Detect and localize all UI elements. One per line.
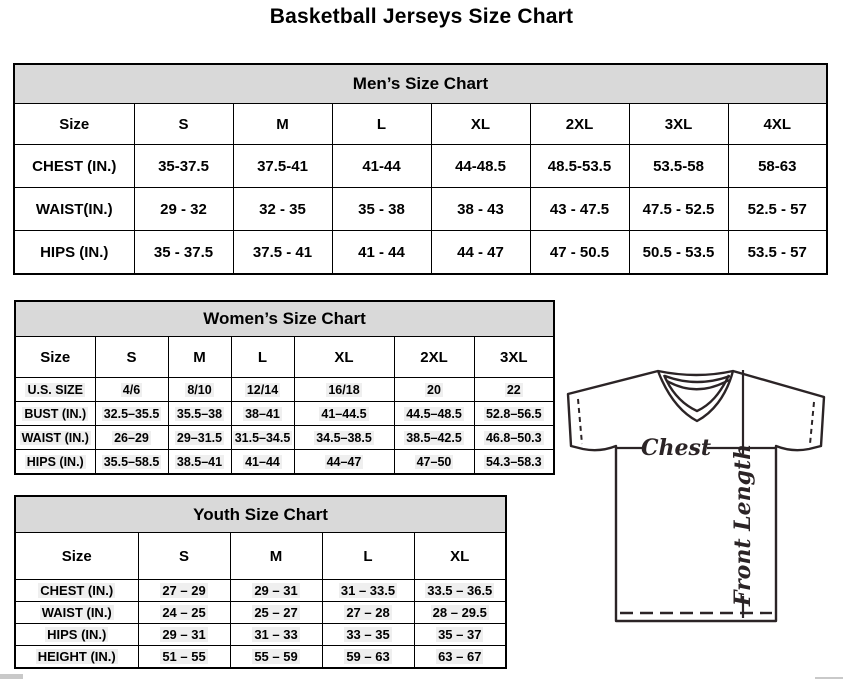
front-length-label: Front Length — [730, 443, 756, 607]
table-cell: 48.5-53.5 — [530, 145, 629, 188]
youth-col-header: M — [230, 533, 322, 580]
mens-col-header: 4XL — [728, 104, 827, 145]
table-cell: 8/10 — [168, 378, 231, 402]
table-cell: 51 – 55 — [138, 646, 230, 669]
table-cell: 47–50 — [394, 450, 474, 475]
table-cell: 43 - 47.5 — [530, 188, 629, 231]
table-cell: 38 - 43 — [431, 188, 530, 231]
table-cell: 26–29 — [95, 426, 168, 450]
youth-row-label: WAIST (IN.) — [15, 602, 138, 624]
table-row — [15, 426, 554, 450]
table-cell: 29–31.5 — [168, 426, 231, 450]
table-cell: 29 – 31 — [230, 580, 322, 602]
youth-row-label: HEIGHT (IN.) — [15, 646, 138, 669]
table-cell: 29 - 32 — [134, 188, 233, 231]
table-cell: 54.3–58.3 — [474, 450, 554, 475]
youth-size-table — [14, 495, 507, 669]
mens-col-header: 2XL — [530, 104, 629, 145]
womens-col-header: M — [168, 337, 231, 378]
womens-col-header: 3XL — [474, 337, 554, 378]
youth-col-header: L — [322, 533, 414, 580]
table-cell: 38.5–42.5 — [394, 426, 474, 450]
table-cell: 25 – 27 — [230, 602, 322, 624]
womens-col-header: L — [231, 337, 294, 378]
table-row — [15, 402, 554, 426]
mens-col-header: Size — [14, 104, 134, 145]
table-cell: 41-44 — [332, 145, 431, 188]
table-row — [15, 580, 506, 602]
table-cell: 29 – 31 — [138, 624, 230, 646]
womens-col-header: S — [95, 337, 168, 378]
table-cell: 35 – 37 — [414, 624, 506, 646]
mens-table-title: Men’s Size Chart — [14, 64, 827, 104]
table-cell: 44–47 — [294, 450, 394, 475]
youth-row-label: HIPS (IN.) — [15, 624, 138, 646]
bottom-left-fragment — [0, 674, 23, 679]
table-cell: 28 – 29.5 — [414, 602, 506, 624]
table-cell: 55 – 59 — [230, 646, 322, 669]
table-cell: 47 - 50.5 — [530, 231, 629, 275]
table-cell: 38–41 — [231, 402, 294, 426]
womens-table-title: Women’s Size Chart — [15, 301, 554, 337]
womens-col-header: 2XL — [394, 337, 474, 378]
left-cuff-dash — [578, 399, 582, 444]
chest-label: Chest — [640, 435, 712, 461]
youth-col-header: XL — [414, 533, 506, 580]
womens-row-label: BUST (IN.) — [15, 402, 95, 426]
mens-row-label: CHEST (IN.) — [14, 145, 134, 188]
table-cell: 47.5 - 52.5 — [629, 188, 728, 231]
table-cell: 41 - 44 — [332, 231, 431, 275]
table-cell: 44 - 47 — [431, 231, 530, 275]
mens-col-header: M — [233, 104, 332, 145]
table-cell: 31 – 33.5 — [322, 580, 414, 602]
table-row — [15, 450, 554, 475]
table-cell: 53.5 - 57 — [728, 231, 827, 275]
table-cell: 41–44.5 — [294, 402, 394, 426]
youth-col-header: S — [138, 533, 230, 580]
table-cell: 12/14 — [231, 378, 294, 402]
table-cell: 22 — [474, 378, 554, 402]
table-cell: 27 – 29 — [138, 580, 230, 602]
table-cell: 35.5–38 — [168, 402, 231, 426]
page-title: Basketball Jerseys Size Chart — [269, 5, 574, 28]
table-cell: 44.5–48.5 — [394, 402, 474, 426]
womens-row-label: WAIST (IN.) — [15, 426, 95, 450]
table-cell: 32 - 35 — [233, 188, 332, 231]
youth-table-title: Youth Size Chart — [15, 496, 506, 533]
table-row — [14, 188, 827, 231]
collar-curve-outer — [665, 376, 730, 382]
table-cell: 59 – 63 — [322, 646, 414, 669]
table-cell: 52.5 - 57 — [728, 188, 827, 231]
mens-col-header: L — [332, 104, 431, 145]
table-cell: 46.8–50.3 — [474, 426, 554, 450]
table-row — [15, 624, 506, 646]
womens-col-header: XL — [294, 337, 394, 378]
youth-col-header: Size — [15, 533, 138, 580]
table-cell: 27 – 28 — [322, 602, 414, 624]
table-cell: 52.8–56.5 — [474, 402, 554, 426]
table-cell: 24 – 25 — [138, 602, 230, 624]
table-row — [15, 378, 554, 402]
table-cell: 44-48.5 — [431, 145, 530, 188]
mens-size-table — [13, 63, 828, 275]
womens-row-label: HIPS (IN.) — [15, 450, 95, 475]
table-cell: 32.5–35.5 — [95, 402, 168, 426]
mens-col-header: XL — [431, 104, 530, 145]
table-cell: 33 – 35 — [322, 624, 414, 646]
mens-col-header: 3XL — [629, 104, 728, 145]
table-row — [15, 602, 506, 624]
table-cell: 37.5-41 — [233, 145, 332, 188]
table-cell: 37.5 - 41 — [233, 231, 332, 275]
table-cell: 35-37.5 — [134, 145, 233, 188]
table-row — [14, 231, 827, 275]
table-cell: 35.5–58.5 — [95, 450, 168, 475]
womens-col-header: Size — [15, 337, 95, 378]
table-cell: 50.5 - 53.5 — [629, 231, 728, 275]
table-cell: 35 - 38 — [332, 188, 431, 231]
youth-row-label: CHEST (IN.) — [15, 580, 138, 602]
table-cell: 58-63 — [728, 145, 827, 188]
mens-row-label: HIPS (IN.) — [14, 231, 134, 275]
table-cell: 20 — [394, 378, 474, 402]
mens-row-label: WAIST(IN.) — [14, 188, 134, 231]
table-cell: 41–44 — [231, 450, 294, 475]
womens-size-table — [14, 300, 555, 475]
table-cell: 38.5–41 — [168, 450, 231, 475]
table-row — [14, 145, 827, 188]
table-cell: 34.5–38.5 — [294, 426, 394, 450]
table-cell: 35 - 37.5 — [134, 231, 233, 275]
table-cell: 31.5–34.5 — [231, 426, 294, 450]
right-cuff-dash — [810, 402, 814, 444]
jersey-diagram — [550, 355, 843, 645]
table-cell: 63 – 67 — [414, 646, 506, 669]
table-cell: 53.5-58 — [629, 145, 728, 188]
mens-col-header: S — [134, 104, 233, 145]
womens-row-label: U.S. SIZE — [15, 378, 95, 402]
table-cell: 33.5 – 36.5 — [414, 580, 506, 602]
jersey-outline — [568, 371, 824, 621]
table-cell: 31 – 33 — [230, 624, 322, 646]
table-row — [15, 646, 506, 669]
table-cell: 16/18 — [294, 378, 394, 402]
table-cell: 4/6 — [95, 378, 168, 402]
